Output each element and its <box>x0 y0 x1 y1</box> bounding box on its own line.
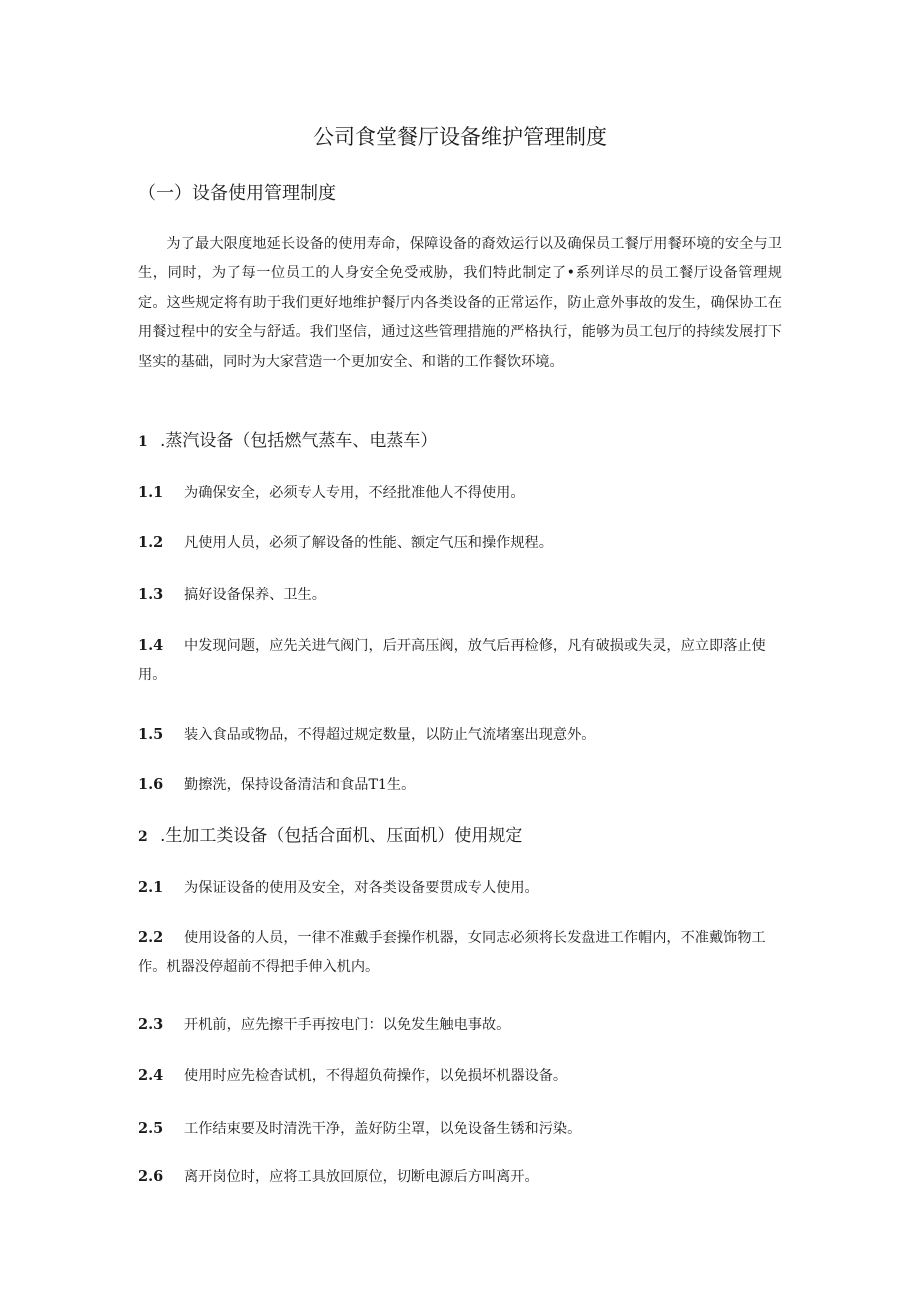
item-text: 凡使用人员，必须了解设备的性能、额定气压和操作规程。 <box>184 535 553 551</box>
item-text: 中发现问题，应先关进气阀门，后开高压阀，放气后再检修，凡有破损或失灵，应立即落止使用。 <box>138 638 766 683</box>
item-number: 2.4 <box>138 1067 164 1084</box>
item-number: 1.5 <box>138 726 164 743</box>
list-item <box>138 1162 782 1192</box>
list-item <box>138 1061 782 1091</box>
item-number: 2.5 <box>138 1120 164 1137</box>
list-item <box>138 923 782 982</box>
list-item <box>138 1010 782 1040</box>
list-item <box>138 873 782 903</box>
group-number: 1 <box>138 434 148 450</box>
item-text: 装入食品或物品，不得超过规定数量，以防止气流堵塞出现意外。 <box>184 727 596 743</box>
item-text: 搞好设备保养、卫生。 <box>184 587 326 603</box>
item-text: 使用时应先检杳试机，不得超负荷操作，以免损坏机器设备。 <box>184 1068 568 1084</box>
item-number: 2.1 <box>138 879 164 896</box>
list-item <box>138 770 782 800</box>
list-item <box>138 528 782 558</box>
list-item <box>138 720 782 750</box>
list-item <box>138 478 782 508</box>
list-item <box>138 631 782 690</box>
item-text: 为确保安全，必须专人专用，不经批准他人不得使用。 <box>184 485 525 501</box>
section-heading: （一）设备使用管理制度 <box>138 183 336 204</box>
item-text: 工作结束要及时清洗干净，盖好防尘罩，以免设备生锈和污染。 <box>184 1121 582 1137</box>
list-item <box>138 580 782 610</box>
item-number: 2.3 <box>138 1016 164 1033</box>
intro-paragraph: 为了最大限度地延长设备的使用寿命，保障设备的裔效运行以及确保员工餐厅用餐环境的安全与卫生，同时，为了每一位员工的人身安全免受戒胁，我们特此制定了•系列详尽的员工餐厅设备管理规定。这些规定将有助于我们更好地维护餐厅内各类设备的正常运作，防止意外事故的发生，确保协工在用餐过程中的安全与舒适。我们坚信，通过这些管理措施的严格执行，能够为员工包厅的持续发展打下坚实的基础，同时为大家营造一个更加安全、和谐的工作餐饮环境。 <box>138 236 782 370</box>
group-title: .生加工类设备（包括合面机、压面机）使用规定 <box>160 826 523 846</box>
item-number: 1.1 <box>138 484 164 501</box>
document-title: 公司食堂餐厅设备维护管理制度 <box>313 125 607 149</box>
item-number: 1.3 <box>138 586 164 603</box>
group-number: 2 <box>138 829 148 845</box>
item-number: 1.6 <box>138 776 164 793</box>
item-text: 使用设备的人员，一律不准戴手套操作机器，女同志必须将长发盘进工作帽内，不准戴饰物工作。机器没停超前不得把手伸入机内。 <box>138 930 766 975</box>
item-text: 为保证设备的使用及安全，对各类设备要贯成专人使用。 <box>184 880 539 896</box>
item-number: 2.2 <box>138 929 164 946</box>
item-number: 1.2 <box>138 534 164 551</box>
item-number: 1.4 <box>138 637 164 654</box>
list-item <box>138 1114 782 1144</box>
item-number: 2.6 <box>138 1168 164 1185</box>
group-heading-1 <box>138 429 437 454</box>
item-text: 开机前，应先擦干手再按电门：以免发生触电事故。 <box>184 1017 511 1033</box>
item-text: 勤擦洗，保持设备清洁和食品T1生。 <box>184 777 416 793</box>
item-text: 离开岗位时，应将工具放回原位，切断电源后方叫离开。 <box>184 1169 539 1185</box>
group-heading-2 <box>138 824 522 849</box>
group-title: .蒸汽设备（包括燃气蒸车、电蒸车） <box>160 431 438 451</box>
